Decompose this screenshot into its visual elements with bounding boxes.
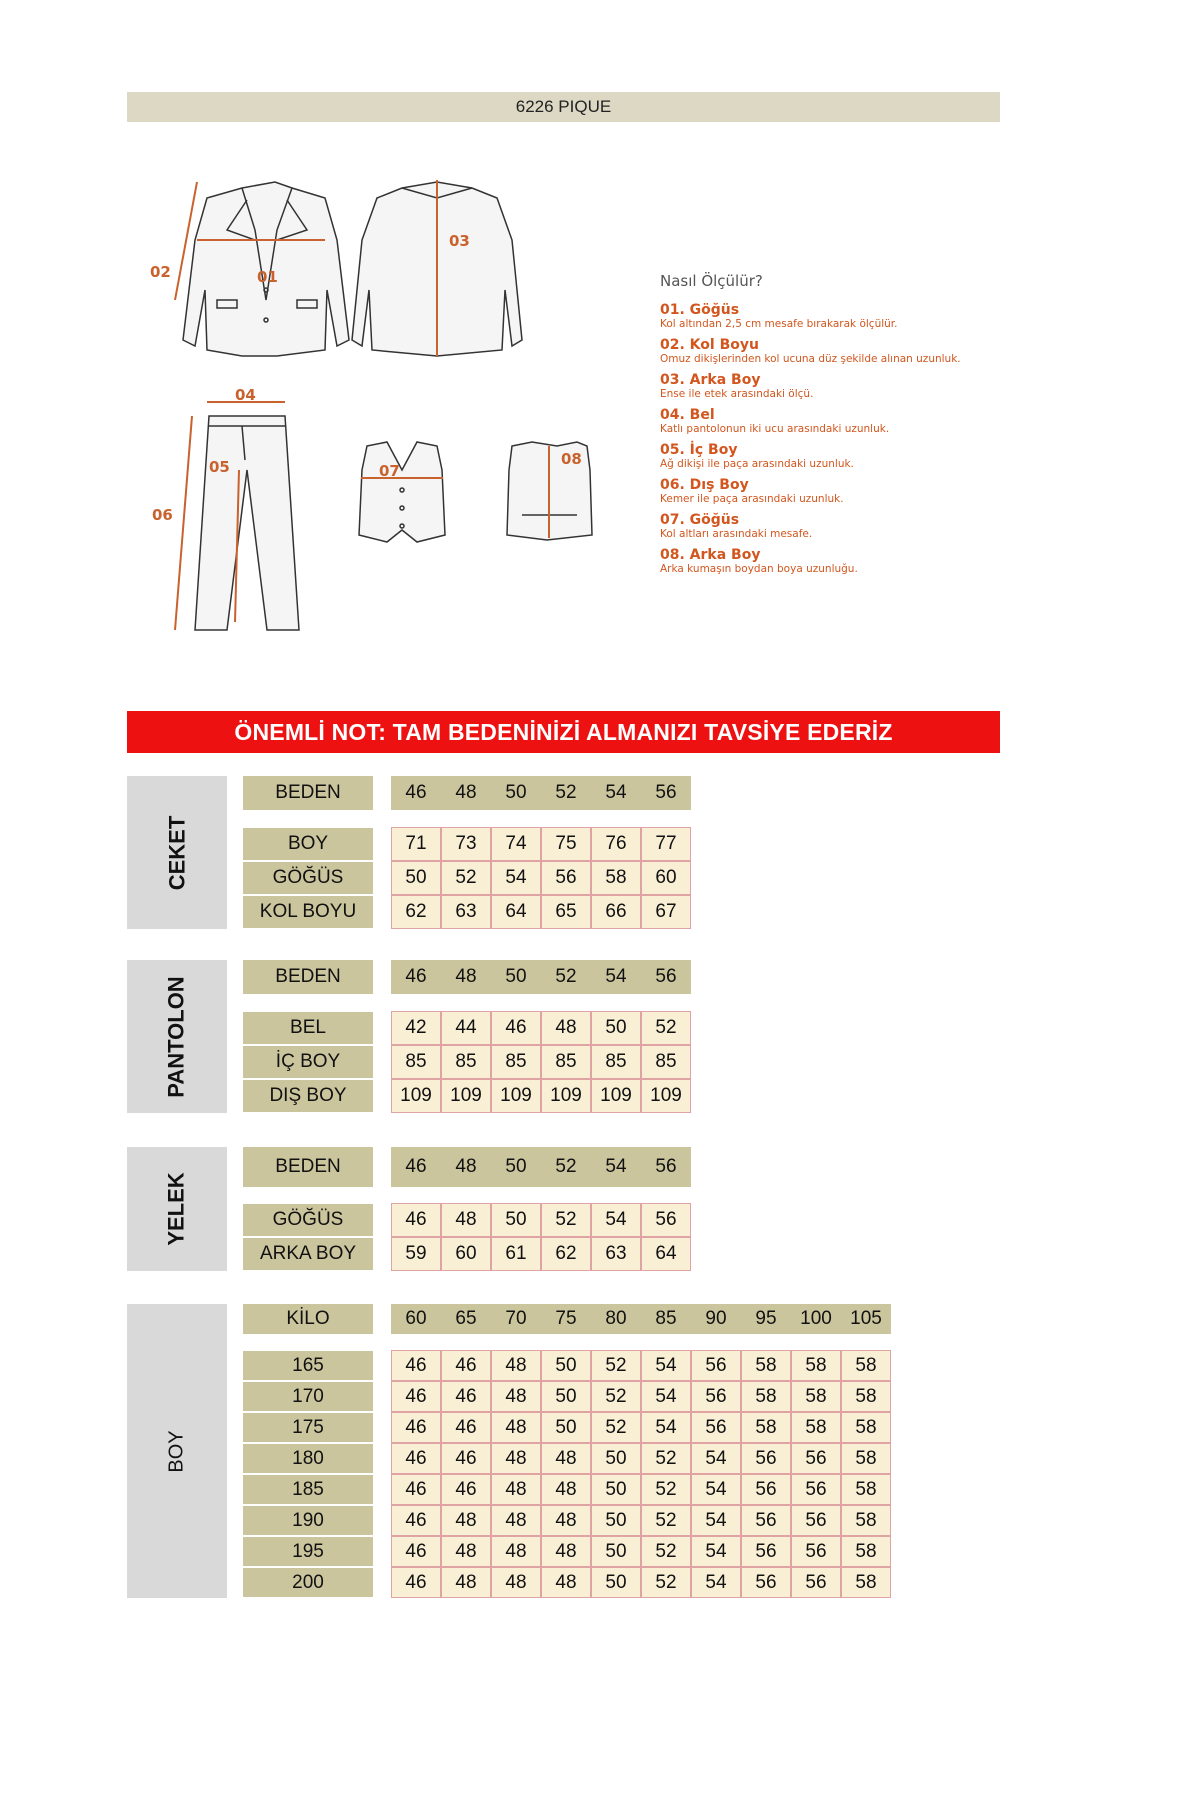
section-label bbox=[127, 1304, 227, 1598]
table-row bbox=[391, 1237, 691, 1271]
guide-item-title: 08. Arka Boy bbox=[660, 547, 761, 563]
section-label-text: BOY bbox=[165, 1429, 188, 1473]
table-cell: 74 bbox=[491, 827, 541, 861]
table-cell: 54 bbox=[491, 861, 541, 895]
table-cell: 50 bbox=[591, 1536, 641, 1567]
table-cell: 50 bbox=[541, 1412, 591, 1443]
table-cell: 60 bbox=[641, 861, 691, 895]
table-cell: 48 bbox=[441, 1567, 491, 1598]
table-cell: 56 bbox=[791, 1567, 841, 1598]
table-cell: 46 bbox=[441, 1443, 491, 1474]
guide-item-desc: Ense ile etek arasındaki ölçü. bbox=[660, 388, 814, 400]
table-cell: 58 bbox=[841, 1474, 891, 1505]
table-cell: 48 bbox=[541, 1505, 591, 1536]
table-cell: 109 bbox=[491, 1079, 541, 1113]
guide-item-title: 02. Kol Boyu bbox=[660, 337, 759, 353]
row-label: 190 bbox=[243, 1506, 373, 1535]
table-row bbox=[391, 1443, 891, 1474]
guide-item-title: 05. İç Boy bbox=[660, 442, 738, 458]
guide-item-desc: Ağ dikişi ile paça arasındaki uzunluk. bbox=[660, 458, 854, 470]
table-cell: 48 bbox=[491, 1536, 541, 1567]
guide-item bbox=[660, 407, 1060, 436]
section-label bbox=[127, 960, 227, 1113]
table-row bbox=[391, 1079, 691, 1113]
row-label: DIŞ BOY bbox=[243, 1080, 373, 1112]
table-cell: 85 bbox=[441, 1045, 491, 1079]
header-cell: 48 bbox=[441, 776, 491, 810]
table-cell: 56 bbox=[691, 1412, 741, 1443]
table-cell: 52 bbox=[441, 861, 491, 895]
diagram-label-02: 02 bbox=[150, 263, 171, 281]
guide-heading: Nasıl Ölçülür? bbox=[660, 272, 763, 290]
table-cell: 77 bbox=[641, 827, 691, 861]
header-cell: 50 bbox=[491, 1147, 541, 1187]
section-label-text: PANTOLON bbox=[164, 975, 190, 1098]
guide-item bbox=[660, 442, 1060, 471]
row-label: 165 bbox=[243, 1351, 373, 1380]
table-cell: 56 bbox=[541, 861, 591, 895]
table-cell: 58 bbox=[841, 1505, 891, 1536]
table-cell: 46 bbox=[391, 1443, 441, 1474]
table-cell: 50 bbox=[541, 1381, 591, 1412]
header-cell: 46 bbox=[391, 1147, 441, 1187]
guide-item-desc: Arka kumaşın boydan boya uzunluğu. bbox=[660, 563, 858, 575]
table-cell: 66 bbox=[591, 895, 641, 929]
diagram-label-06: 06 bbox=[152, 506, 173, 524]
header-label: BEDEN bbox=[243, 960, 373, 994]
table-cell: 85 bbox=[491, 1045, 541, 1079]
table-cell: 58 bbox=[791, 1381, 841, 1412]
table-cell: 62 bbox=[391, 895, 441, 929]
header-cell: 52 bbox=[541, 776, 591, 810]
table-cell: 56 bbox=[741, 1505, 791, 1536]
table-cell: 42 bbox=[391, 1011, 441, 1045]
table-cell: 46 bbox=[391, 1412, 441, 1443]
guide-item bbox=[660, 302, 1060, 331]
table-cell: 54 bbox=[591, 1203, 641, 1237]
table-cell: 48 bbox=[491, 1505, 541, 1536]
table-cell: 58 bbox=[841, 1443, 891, 1474]
table-cell: 52 bbox=[641, 1011, 691, 1045]
row-label: 185 bbox=[243, 1475, 373, 1504]
header-label: KİLO bbox=[243, 1304, 373, 1334]
header-cell: 90 bbox=[691, 1304, 741, 1334]
guide-item-desc: Kol altları arasındaki mesafe. bbox=[660, 528, 813, 540]
table-cell: 56 bbox=[691, 1381, 741, 1412]
table-cell: 64 bbox=[641, 1237, 691, 1271]
table-cell: 46 bbox=[391, 1203, 441, 1237]
section-label-text: YELEK bbox=[163, 1172, 189, 1246]
table-cell: 56 bbox=[691, 1350, 741, 1381]
table-cell: 48 bbox=[441, 1203, 491, 1237]
table-cell: 54 bbox=[691, 1567, 741, 1598]
table-cell: 46 bbox=[391, 1474, 441, 1505]
table-cell: 109 bbox=[591, 1079, 641, 1113]
table-cell: 56 bbox=[791, 1505, 841, 1536]
table-cell: 46 bbox=[391, 1505, 441, 1536]
table-cell: 52 bbox=[641, 1567, 691, 1598]
guide-item-title: 07. Göğüs bbox=[660, 512, 740, 528]
important-note: ÖNEMLİ NOT: TAM BEDENİNİZİ ALMANIZI TAVSİYE EDERİZ bbox=[127, 711, 1000, 753]
table-cell: 58 bbox=[791, 1412, 841, 1443]
table-cell: 50 bbox=[591, 1474, 641, 1505]
trousers-illustration bbox=[195, 416, 299, 630]
header-cell: 56 bbox=[641, 776, 691, 810]
table-cell: 46 bbox=[441, 1412, 491, 1443]
table-row bbox=[391, 1505, 891, 1536]
row-label: ARKA BOY bbox=[243, 1238, 373, 1270]
table-cell: 71 bbox=[391, 827, 441, 861]
table-cell: 52 bbox=[641, 1505, 691, 1536]
header-cell: 75 bbox=[541, 1304, 591, 1334]
table-row bbox=[391, 1045, 691, 1079]
table-cell: 48 bbox=[491, 1412, 541, 1443]
table-cell: 58 bbox=[741, 1412, 791, 1443]
guide-item bbox=[660, 372, 1060, 401]
section-label bbox=[127, 776, 227, 929]
table-cell: 109 bbox=[441, 1079, 491, 1113]
table-cell: 46 bbox=[441, 1381, 491, 1412]
table-cell: 52 bbox=[641, 1536, 691, 1567]
table-cell: 109 bbox=[391, 1079, 441, 1113]
table-cell: 76 bbox=[591, 827, 641, 861]
row-label: 180 bbox=[243, 1444, 373, 1473]
table-cell: 73 bbox=[441, 827, 491, 861]
header-row bbox=[391, 776, 691, 810]
table-cell: 46 bbox=[391, 1536, 441, 1567]
table-row bbox=[391, 1011, 691, 1045]
table-cell: 56 bbox=[791, 1443, 841, 1474]
header-cell: 60 bbox=[391, 1304, 441, 1334]
table-cell: 52 bbox=[591, 1412, 641, 1443]
table-cell: 54 bbox=[691, 1536, 741, 1567]
row-label: BOY bbox=[243, 828, 373, 860]
row-label: GÖĞÜS bbox=[243, 1204, 373, 1236]
table-cell: 46 bbox=[391, 1567, 441, 1598]
header-cell: 100 bbox=[791, 1304, 841, 1334]
table-cell: 62 bbox=[541, 1237, 591, 1271]
vest-front-illustration bbox=[359, 442, 445, 542]
table-cell: 54 bbox=[691, 1474, 741, 1505]
table-row bbox=[391, 827, 691, 861]
header-cell: 54 bbox=[591, 776, 641, 810]
row-label: 175 bbox=[243, 1413, 373, 1442]
header-label: BEDEN bbox=[243, 776, 373, 810]
table-cell: 48 bbox=[541, 1536, 591, 1567]
row-label: 200 bbox=[243, 1568, 373, 1597]
header-cell: 52 bbox=[541, 1147, 591, 1187]
table-cell: 58 bbox=[841, 1412, 891, 1443]
table-cell: 54 bbox=[641, 1350, 691, 1381]
guide-item-title: 04. Bel bbox=[660, 407, 715, 423]
table-cell: 48 bbox=[541, 1474, 591, 1505]
table-cell: 85 bbox=[591, 1045, 641, 1079]
table-cell: 54 bbox=[691, 1443, 741, 1474]
table-cell: 58 bbox=[591, 861, 641, 895]
table-cell: 56 bbox=[791, 1536, 841, 1567]
table-row bbox=[391, 1203, 691, 1237]
table-cell: 52 bbox=[541, 1203, 591, 1237]
table-cell: 52 bbox=[591, 1350, 641, 1381]
table-cell: 48 bbox=[491, 1474, 541, 1505]
table-cell: 48 bbox=[491, 1350, 541, 1381]
table-cell: 48 bbox=[441, 1505, 491, 1536]
table-cell: 54 bbox=[641, 1381, 691, 1412]
diagram-label-08: 08 bbox=[561, 450, 582, 468]
table-row bbox=[391, 1567, 891, 1598]
header-cell: 50 bbox=[491, 776, 541, 810]
header-cell: 80 bbox=[591, 1304, 641, 1334]
guide-item-title: 03. Arka Boy bbox=[660, 372, 761, 388]
guide-item-title: 01. Göğüs bbox=[660, 302, 740, 318]
table-cell: 54 bbox=[641, 1412, 691, 1443]
guide-item-title: 06. Dış Boy bbox=[660, 477, 749, 493]
table-cell: 85 bbox=[541, 1045, 591, 1079]
table-cell: 85 bbox=[391, 1045, 441, 1079]
table-cell: 58 bbox=[841, 1567, 891, 1598]
header-cell: 56 bbox=[641, 960, 691, 994]
measurement-guide bbox=[660, 272, 1060, 582]
table-cell: 52 bbox=[591, 1381, 641, 1412]
table-row bbox=[391, 1474, 891, 1505]
table-cell: 64 bbox=[491, 895, 541, 929]
header-cell: 105 bbox=[841, 1304, 891, 1334]
header-cell: 65 bbox=[441, 1304, 491, 1334]
header-cell: 70 bbox=[491, 1304, 541, 1334]
table-cell: 56 bbox=[741, 1443, 791, 1474]
table-cell: 56 bbox=[741, 1567, 791, 1598]
guide-item-desc: Katlı pantolonun iki ucu arasındaki uzunluk. bbox=[660, 423, 890, 435]
table-cell: 63 bbox=[591, 1237, 641, 1271]
table-cell: 46 bbox=[391, 1381, 441, 1412]
table-cell: 50 bbox=[591, 1011, 641, 1045]
table-cell: 50 bbox=[391, 861, 441, 895]
section-label bbox=[127, 1147, 227, 1271]
header-row bbox=[391, 1147, 691, 1187]
table-cell: 109 bbox=[541, 1079, 591, 1113]
row-label: KOL BOYU bbox=[243, 896, 373, 928]
table-cell: 67 bbox=[641, 895, 691, 929]
table-cell: 58 bbox=[741, 1381, 791, 1412]
table-cell: 58 bbox=[841, 1350, 891, 1381]
table-cell: 56 bbox=[791, 1474, 841, 1505]
guide-item bbox=[660, 477, 1060, 506]
table-cell: 56 bbox=[741, 1474, 791, 1505]
table-cell: 58 bbox=[841, 1381, 891, 1412]
guide-item-desc: Kol altından 2,5 cm mesafe bırakarak ölçülür. bbox=[660, 318, 898, 330]
header-cell: 48 bbox=[441, 1147, 491, 1187]
section-label-text: CEKET bbox=[164, 815, 189, 890]
header-row bbox=[391, 960, 691, 994]
table-row bbox=[391, 1412, 891, 1443]
table-cell: 58 bbox=[791, 1350, 841, 1381]
table-cell: 46 bbox=[441, 1474, 491, 1505]
table-cell: 109 bbox=[641, 1079, 691, 1113]
table-cell: 58 bbox=[741, 1350, 791, 1381]
table-row bbox=[391, 861, 691, 895]
row-label: GÖĞÜS bbox=[243, 862, 373, 894]
table-cell: 46 bbox=[441, 1350, 491, 1381]
header-cell: 46 bbox=[391, 960, 441, 994]
header-cell: 46 bbox=[391, 776, 441, 810]
table-row bbox=[391, 1536, 891, 1567]
table-cell: 52 bbox=[641, 1474, 691, 1505]
table-cell: 56 bbox=[641, 1203, 691, 1237]
table-cell: 54 bbox=[691, 1505, 741, 1536]
row-label: 195 bbox=[243, 1537, 373, 1566]
table-cell: 48 bbox=[541, 1011, 591, 1045]
table-cell: 63 bbox=[441, 895, 491, 929]
table-cell: 48 bbox=[491, 1381, 541, 1412]
table-row bbox=[391, 1381, 891, 1412]
diagram-label-04: 04 bbox=[235, 386, 256, 404]
header-label: BEDEN bbox=[243, 1147, 373, 1187]
table-cell: 65 bbox=[541, 895, 591, 929]
header-cell: 54 bbox=[591, 1147, 641, 1187]
row-label: BEL bbox=[243, 1012, 373, 1044]
guide-item bbox=[660, 512, 1060, 541]
table-cell: 48 bbox=[541, 1567, 591, 1598]
guide-item-desc: Kemer ile paça arasındaki uzunluk. bbox=[660, 493, 844, 505]
table-cell: 48 bbox=[491, 1443, 541, 1474]
header-cell: 50 bbox=[491, 960, 541, 994]
table-cell: 58 bbox=[841, 1536, 891, 1567]
table-cell: 48 bbox=[491, 1567, 541, 1598]
table-cell: 61 bbox=[491, 1237, 541, 1271]
header-row bbox=[391, 1304, 891, 1334]
table-cell: 60 bbox=[441, 1237, 491, 1271]
header-cell: 54 bbox=[591, 960, 641, 994]
diagram-label-07: 07 bbox=[379, 462, 400, 480]
table-cell: 59 bbox=[391, 1237, 441, 1271]
table-cell: 75 bbox=[541, 827, 591, 861]
table-row bbox=[391, 895, 691, 929]
table-cell: 48 bbox=[441, 1536, 491, 1567]
table-cell: 44 bbox=[441, 1011, 491, 1045]
header-cell: 95 bbox=[741, 1304, 791, 1334]
diagram-label-05: 05 bbox=[209, 458, 230, 476]
table-cell: 50 bbox=[591, 1505, 641, 1536]
row-label: 170 bbox=[243, 1382, 373, 1411]
table-cell: 46 bbox=[491, 1011, 541, 1045]
page-title: 6226 PIQUE bbox=[127, 92, 1000, 122]
guide-item bbox=[660, 337, 1060, 366]
guide-item-desc: Omuz dikişlerinden kol ucuna düz şekilde alınan uzunluk. bbox=[660, 353, 961, 365]
table-cell: 46 bbox=[391, 1350, 441, 1381]
diagram-label-01: 01 bbox=[257, 268, 278, 286]
header-cell: 85 bbox=[641, 1304, 691, 1334]
header-cell: 56 bbox=[641, 1147, 691, 1187]
table-cell: 50 bbox=[491, 1203, 541, 1237]
table-cell: 50 bbox=[591, 1443, 641, 1474]
table-cell: 56 bbox=[741, 1536, 791, 1567]
table-cell: 48 bbox=[541, 1443, 591, 1474]
table-row bbox=[391, 1350, 891, 1381]
diagram-label-03: 03 bbox=[449, 232, 470, 250]
header-cell: 48 bbox=[441, 960, 491, 994]
table-cell: 52 bbox=[641, 1443, 691, 1474]
header-cell: 52 bbox=[541, 960, 591, 994]
table-cell: 50 bbox=[591, 1567, 641, 1598]
table-cell: 50 bbox=[541, 1350, 591, 1381]
row-label: İÇ BOY bbox=[243, 1046, 373, 1078]
guide-item bbox=[660, 547, 1060, 576]
table-cell: 85 bbox=[641, 1045, 691, 1079]
